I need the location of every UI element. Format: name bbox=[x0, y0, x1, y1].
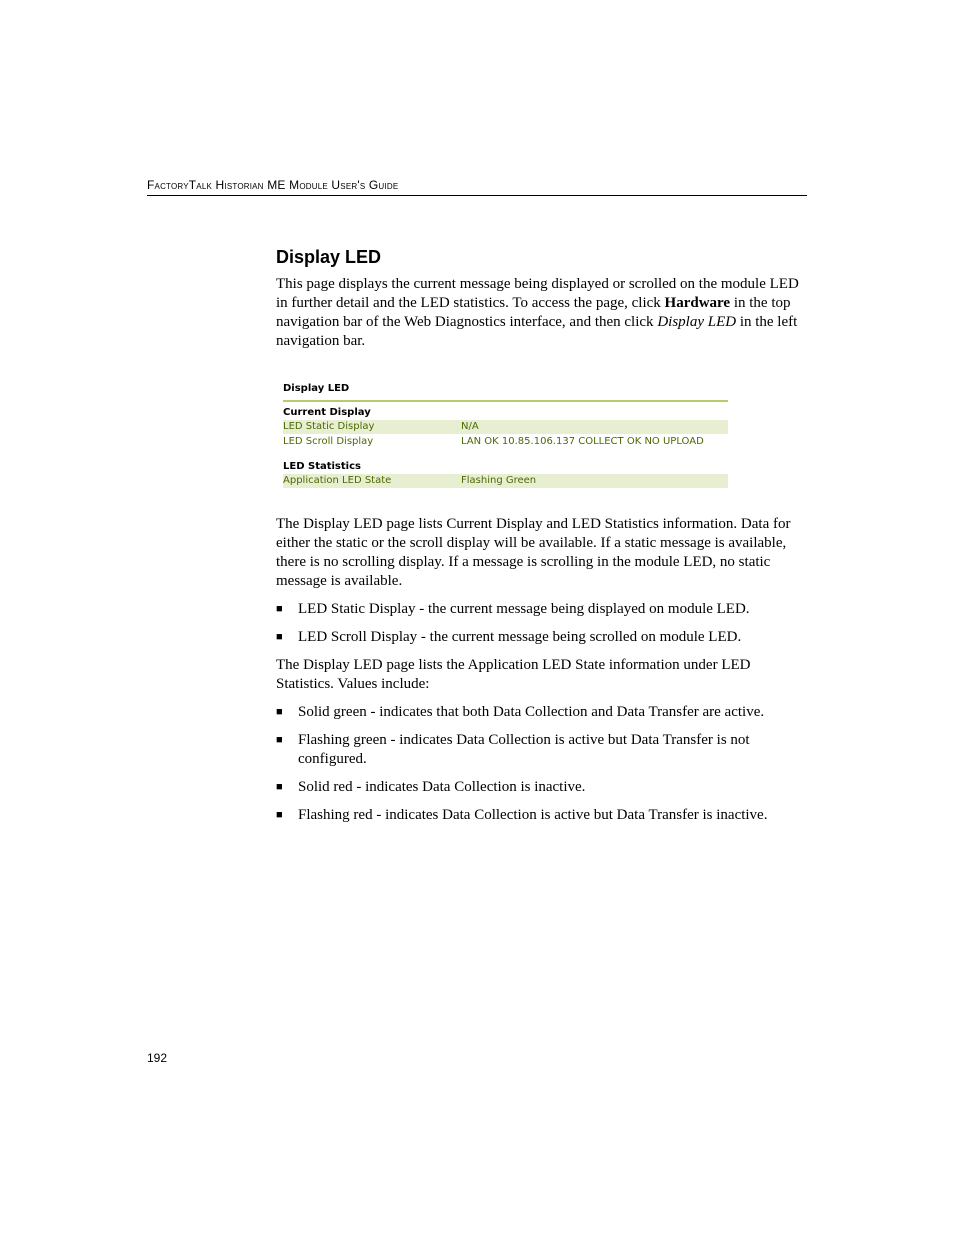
running-head-text: FactoryTalk Historian ME Module User's Guide bbox=[147, 178, 399, 192]
page-number: 192 bbox=[147, 1051, 168, 1065]
intro-text-2: in the top navigation bar of the Web Diagnostics interface, and then click bbox=[276, 295, 791, 330]
list-item-text: Flashing red - indicates Data Collection is active but Data Transfer is inactive. bbox=[298, 807, 768, 823]
bullet-list-displays bbox=[276, 600, 806, 647]
intro-bold-hardware: Hardware bbox=[664, 295, 731, 311]
led-scroll-display-row bbox=[283, 435, 728, 449]
row-label: LED Scroll Display bbox=[283, 436, 374, 447]
list-item-text: LED Static Display - the current message being displayed on module LED. bbox=[298, 601, 750, 617]
row-value: N/A bbox=[461, 421, 479, 432]
bullet-square-icon: ■ bbox=[276, 631, 283, 643]
bullet-square-icon: ■ bbox=[276, 734, 283, 746]
intro-text-3: in the left navigation bar. bbox=[276, 314, 798, 349]
led-statistics-heading: LED Statistics bbox=[283, 461, 361, 472]
row-value: Flashing Green bbox=[461, 475, 537, 486]
intro-text-1: This page displays the current message being displayed or scrolled on the module LED in further detail and the LED statistics. To access the page, click bbox=[276, 276, 799, 311]
screenshot-divider bbox=[283, 400, 728, 402]
list-item-text: Solid red - indicates Data Collection is inactive. bbox=[298, 779, 586, 795]
list-item-text: Flashing green - indicates Data Collection is active but Data Transfer is not configured. bbox=[298, 732, 750, 767]
list-item bbox=[276, 703, 806, 722]
running-head bbox=[147, 178, 807, 196]
intro-paragraph bbox=[276, 275, 806, 351]
paragraph-display-info: The Display LED page lists Current Display and LED Statistics information. Data for either the static or the scroll display will be available. If a static message is available, there is no scrolling display. If a message is scrolling in the module LED, no static message is available. bbox=[276, 516, 791, 589]
led-static-display-row bbox=[283, 420, 728, 434]
screenshot-title: Display LED bbox=[283, 383, 350, 394]
list-item bbox=[276, 806, 806, 825]
list-item bbox=[276, 731, 806, 769]
paragraph-led-state: The Display LED page lists the Application LED State information under LED Statistics. Values include: bbox=[276, 657, 751, 692]
body-content bbox=[276, 515, 806, 825]
bullet-list-states bbox=[276, 703, 806, 825]
bullet-square-icon: ■ bbox=[276, 781, 283, 793]
display-led-screenshot bbox=[278, 378, 730, 490]
intro-italic-display-led: Display LED bbox=[657, 314, 737, 330]
current-display-heading: Current Display bbox=[283, 407, 371, 418]
row-value: LAN OK 10.85.106.137 COLLECT OK NO UPLOAD bbox=[461, 436, 704, 447]
application-led-state-row bbox=[283, 474, 728, 488]
row-label: Application LED State bbox=[283, 475, 392, 486]
list-item-text: LED Scroll Display - the current message being scrolled on module LED. bbox=[298, 629, 742, 645]
section-display-led bbox=[276, 246, 806, 351]
list-item bbox=[276, 778, 806, 797]
list-item-text: Solid green - indicates that both Data Collection and Data Transfer are active. bbox=[298, 704, 765, 720]
row-label: LED Static Display bbox=[283, 421, 375, 432]
bullet-square-icon: ■ bbox=[276, 809, 283, 821]
list-item bbox=[276, 600, 806, 619]
list-item bbox=[276, 628, 806, 647]
bullet-square-icon: ■ bbox=[276, 603, 283, 615]
section-title: Display LED bbox=[276, 247, 382, 267]
bullet-square-icon: ■ bbox=[276, 706, 283, 718]
